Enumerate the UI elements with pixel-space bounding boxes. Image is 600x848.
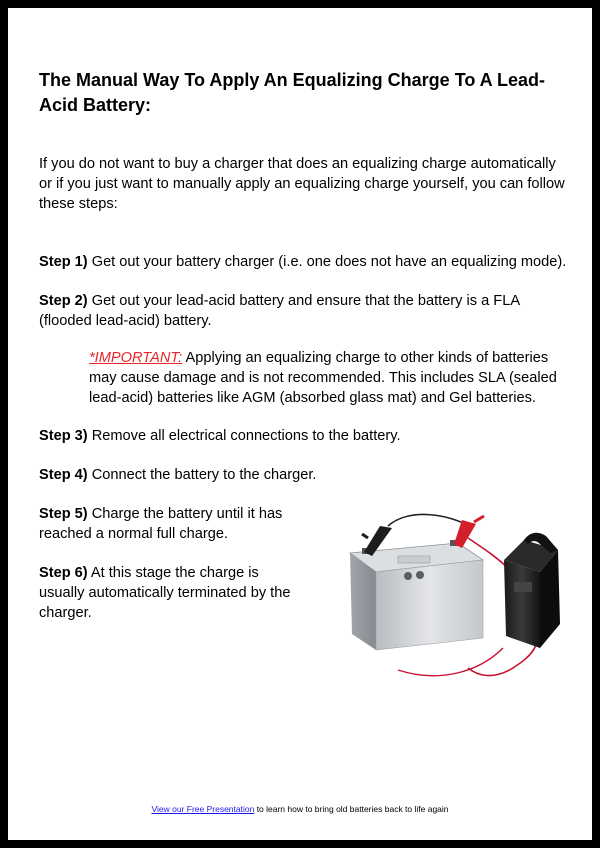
charger-icon [504,533,560,648]
step-4-text: Connect the battery to the charger. [91,467,317,483]
step-6 [39,563,299,623]
step-6-text: At this stage the charge is usually automatically terminated by the charger. [39,565,291,621]
step-5-text: Charge the battery until it has reached a normal full charge. [39,506,283,542]
step-4-label: Step 4) [39,467,88,483]
document-page [8,8,592,840]
footer-text: to learn how to bring old batteries back to life again [256,804,449,814]
intro-paragraph: If you do not want to buy a charger that does an equalizing charge automatically or if you just want to manually apply an equalizing charge yourself, you can follow these steps: [39,156,565,212]
step-1-label: Step 1) [39,254,88,270]
step-2-text: Get out your lead-acid battery and ensure that the battery is a FLA (flooded lead-acid) battery. [39,293,520,329]
step-4 [39,465,559,485]
free-presentation-link[interactable]: View our Free Presentation [151,804,255,814]
step-3-label: Step 3) [39,428,88,444]
step-5 [39,504,299,544]
step-3-text: Remove all electrical connections to the battery. [91,428,401,444]
page-title: The Manual Way To Apply An Equalizing Charge To A Lead-Acid Battery: [39,70,546,115]
step-1 [39,252,579,272]
important-label: *IMPORTANT: [89,350,183,366]
battery-icon [350,540,483,650]
step-3 [39,426,559,446]
footer [8,803,592,815]
important-text: Applying an equalizing charge to other kinds of batteries may cause damage and is not recommended. This includes SLA (sealed lead-acid) batteries like AGM (absorbed glass mat) and Gel batteries. [89,350,557,406]
important-note [89,348,569,408]
step-2 [39,291,559,331]
step-2-label: Step 2) [39,293,88,309]
step-5-label: Step 5) [39,506,88,522]
step-1-text: Get out your battery charger (i.e. one does not have an equalizing mode). [91,254,567,270]
step-6-label: Step 6) [39,565,88,581]
battery-charger-illustration [328,498,588,698]
